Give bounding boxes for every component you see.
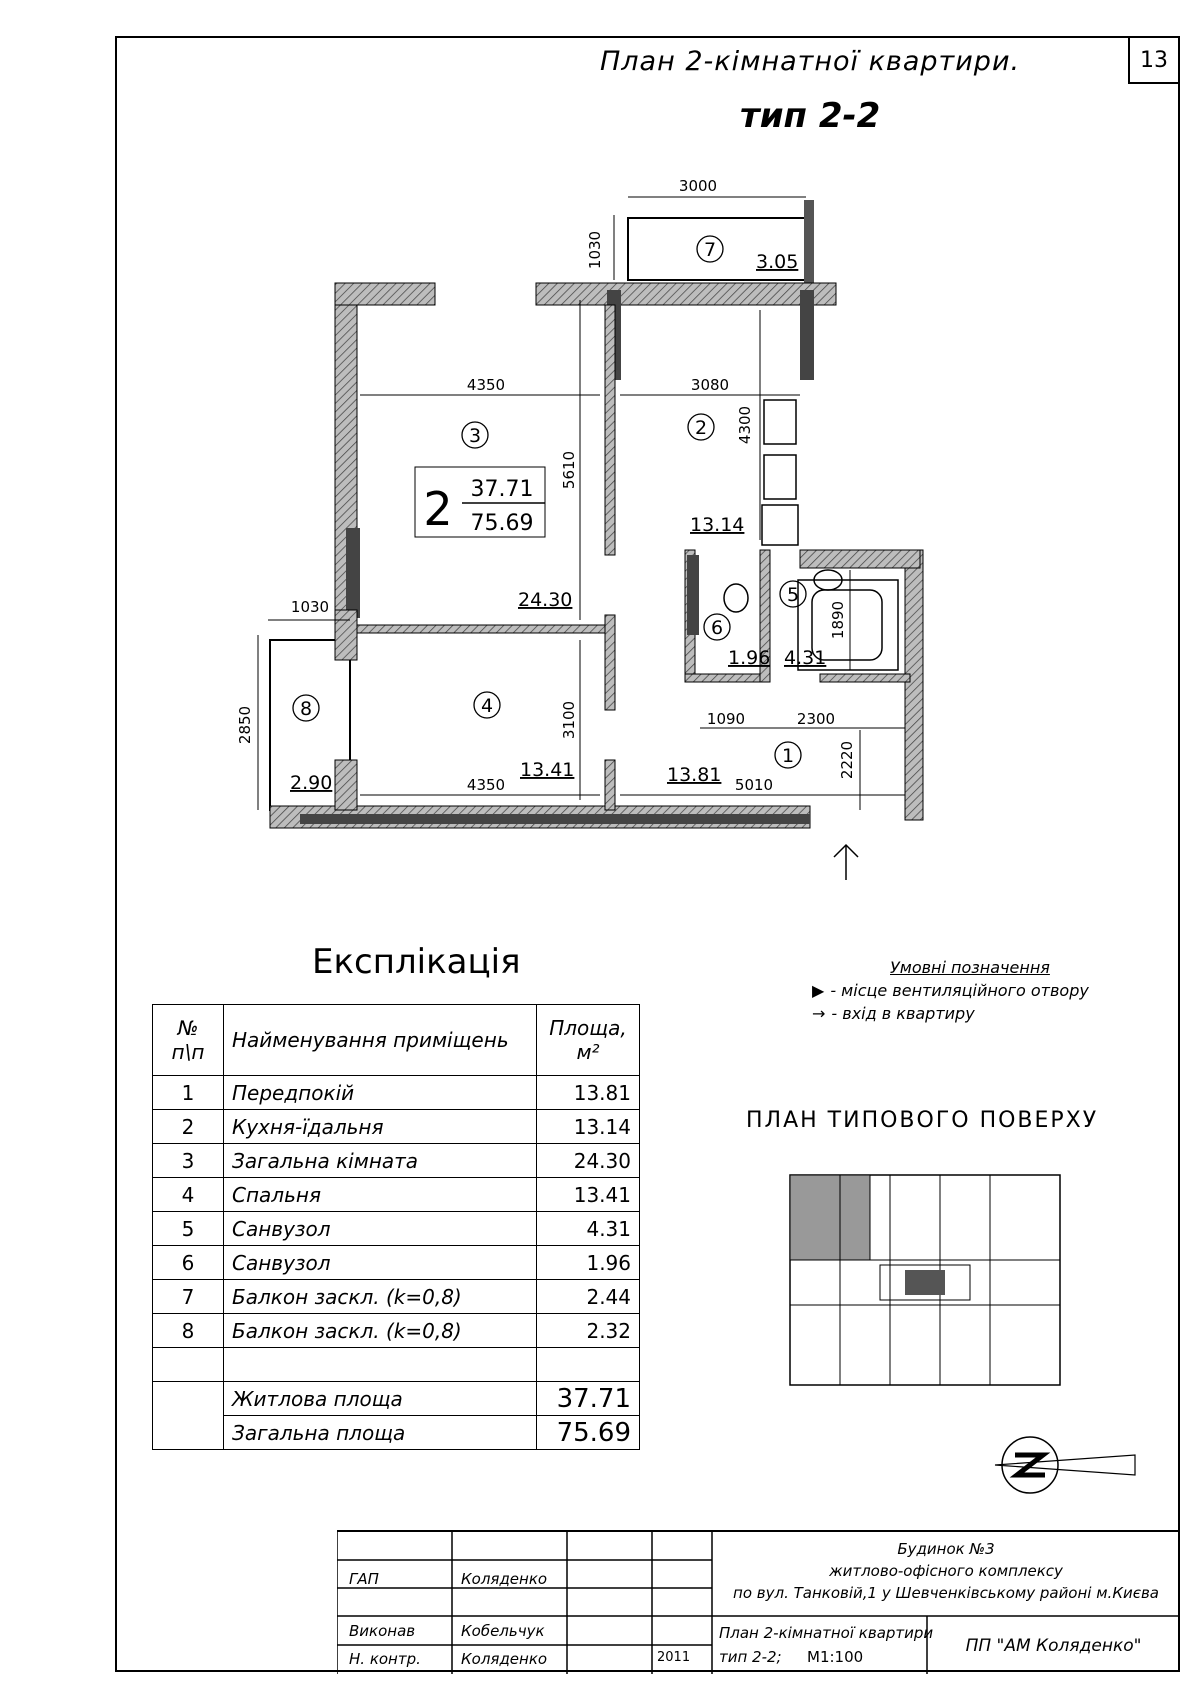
header-area: Площа, м² [537,1005,640,1076]
legend-vent: ▶ - місце вентиляційного отвору [812,981,1089,1000]
exec-name: Кобельчук [461,1622,545,1640]
badge-rooms: 2 [423,482,453,536]
vent-marker-icon: ▶ [812,981,825,1000]
table-row: 8 Балкон заскл. (k=0,8) 2.32 [153,1314,640,1348]
dim-room4-depth: 3100 [560,700,578,740]
badge-living: 37.71 [470,477,534,502]
building: Будинок №3 [897,1540,995,1558]
room-8-area: 2.90 [290,772,333,794]
complex: житлово-офісного комплексу [829,1562,1063,1580]
dim-balcony7-width: 3000 [678,177,718,195]
entry-arrow-icon: → [812,1004,826,1023]
exec-label: Виконав [349,1622,416,1640]
dim-room4-width: 4350 [466,776,506,794]
header-name: Найменування приміщень [224,1005,537,1076]
page-number: 13 [1128,38,1178,84]
room-3-id: 3 [468,425,482,447]
dim-bath6-width: 1090 [706,710,746,728]
sheet-title: План 2-кімнатної квартири [719,1624,934,1642]
legend-title: Умовні позначення [890,958,1050,977]
entrance-arrow-icon [834,845,858,880]
dim-balcony8-length: 2850 [236,705,254,745]
gap-label: ГАП [349,1570,379,1588]
dim-balcony7-depth: 1030 [586,230,604,270]
room-1-area: 13.81 [667,764,722,786]
plan-title: План 2-кімнатної квартири. [600,46,1021,77]
dim-room3-width: 4350 [466,376,506,394]
dim-hall-depth: 2220 [838,740,856,780]
control-label: Н. контр. [349,1650,421,1668]
table-row: 4 Спальня 13.41 [153,1178,640,1212]
dim-bath5-depth: 1890 [829,600,847,640]
company: ПП "АМ Коляденко" [965,1636,1142,1656]
room-5-id: 5 [786,584,800,606]
room-2-area: 13.14 [690,514,745,536]
room-4-area: 13.41 [520,759,575,781]
dim-bath5-width: 2300 [796,710,836,728]
table-row: 3 Загальна кімната 24.30 [153,1144,640,1178]
room-7-area: 3.05 [756,251,799,273]
table-row: 6 Санвузол 1.96 [153,1246,640,1280]
typical-floor-plan [780,1165,1070,1395]
dim-balcony8-depth: 1030 [290,598,330,616]
dim-hall-width: 5010 [734,776,774,794]
scale: М1:100 [807,1648,864,1666]
table-row-empty [153,1348,640,1382]
dim-room2-width: 3080 [690,376,730,394]
gap-name: Коляденко [461,1570,548,1588]
total-area-row: Загальна площа 75.69 [153,1416,640,1450]
room-6-id: 6 [710,617,724,639]
room-1-id: 1 [781,745,795,767]
table-row: 5 Санвузол 4.31 [153,1212,640,1246]
address: по вул. Танковій,1 у Шевченківському районі м.Києва [733,1584,1159,1602]
table-row: 2 Кухня-їдальня 13.14 [153,1110,640,1144]
room-4-id: 4 [480,695,494,717]
explication-table [152,1004,640,1450]
room-3-area: 24.30 [518,589,573,611]
year: 2011 [657,1650,691,1665]
table-row: 7 Балкон заскл. (k=0,8) 2.44 [153,1280,640,1314]
floor-plan-title: ПЛАН ТИПОВОГО ПОВЕРХУ [746,1108,1099,1133]
table-row: 1 Передпокій 13.81 [153,1076,640,1110]
dim-room3-depth: 5610 [560,450,578,490]
explication-title: Експлікація [312,942,521,982]
living-area-row: Житлова площа 37.71 [153,1382,640,1416]
header-num: № п\п [153,1005,224,1076]
plan-type: тип 2-2 [740,96,881,136]
title-block [337,1530,1180,1674]
north-arrow-icon [985,1430,1145,1500]
room-8-id: 8 [299,698,313,720]
legend-entry: → - вхід в квартиру [812,1004,975,1023]
room-6-area: 1.96 [728,647,771,669]
dim-room2-depth: 4300 [736,405,754,445]
badge-total: 75.69 [470,511,534,536]
room-5-area: 4.31 [784,647,827,669]
room-2-id: 2 [694,417,708,439]
sheet-subtitle: тип 2-2; [719,1648,782,1666]
control-name: Коляденко [461,1650,548,1668]
legend [812,958,1089,1027]
room-7-id: 7 [703,239,717,261]
